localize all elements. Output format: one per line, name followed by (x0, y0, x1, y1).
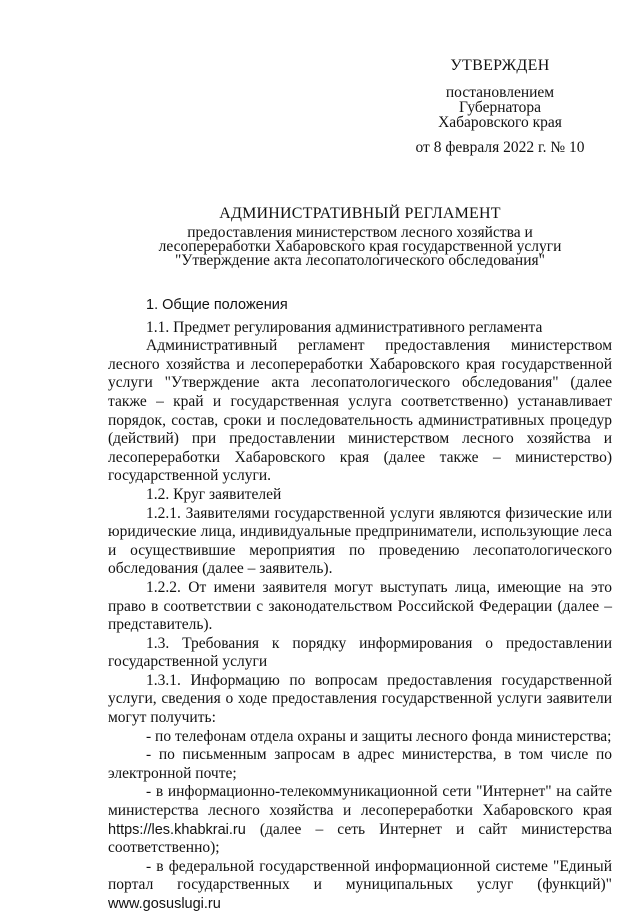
section-heading: 1. Общие положения (146, 297, 288, 313)
document-body (108, 296, 612, 914)
paragraph: Административный регламент предоставления министерством лесного хозяйства и лесопереработки Хабаровского края государственной услуги "Утверждение акта лесопатологического обследования" (далее также – край и государственная услуга соответственно) устанавливает порядок, состав, сроки и последовательность административных процедур (действий) при предоставлении министерством лесного хозяйства и лесопереработки Хабаровского края (далее также – министерство) государственной услуги. (108, 337, 612, 485)
list-item-text: - в федеральной государственной информационной системе "Единый портал государственных и муниципальных услуг (функций)" (108, 857, 612, 894)
subtitle-line: предоставления министерством лесного хозяйства и (187, 224, 533, 241)
subtitle-line: "Утверждение акта лесопатологического обследования" (175, 252, 545, 269)
approval-date: от 8 февраля 2022 г. № 10 (415, 139, 585, 156)
paragraph: 1.2.1. Заявителями государственной услуги являются физические или юридические лица, индивидуальные предприниматели, использующие леса и осуществившие мероприятия по проведению лесопатологического обследования (далее – заявитель). (108, 504, 612, 578)
paragraph: 1.2.2. От имени заявителя могут выступать лица, имеющие на это право в соответствии с законодательством Российской Федерации (далее – представитель). (108, 578, 612, 634)
subsection-heading: 1.2. Круг заявителей (146, 485, 282, 503)
approval-line: постановлением (445, 84, 555, 101)
list-item: - по письменным запросам в адрес министерства, в том числе по электронной почте; (108, 746, 612, 782)
list-item: - по телефонам отдела охраны и защиты лесного фонда министерства; (146, 727, 612, 745)
list-item (108, 858, 612, 914)
subsection-heading: 1.1. Предмет регулирования административного регламента (146, 318, 543, 336)
paragraph: 1.3.1. Информацию по вопросам предоставления государственной услуги, сведения о ходе предоставления государственной услуги заявители могут получить: (108, 671, 612, 727)
approval-line: Губернатора (459, 99, 541, 116)
subsection-heading: 1.3. Требования к порядку информирования о предоставлении государственной услуги (108, 634, 612, 671)
approval-stamp (400, 58, 600, 155)
approval-heading: УТВЕРЖДЕН (450, 57, 550, 74)
subtitle-line: лесопереработки Хабаровского края государственной услуги (158, 238, 562, 255)
portal-link[interactable]: www.gosuslugi.ru (108, 896, 221, 912)
document-title: АДМИНИСТРАТИВНЫЙ РЕГЛАМЕНТ (219, 205, 501, 222)
list-item-text: (далее – сеть Интернет и сайт министерства соответственно); (108, 820, 612, 857)
document-subtitle (108, 226, 612, 268)
approval-line: Хабаровского края (438, 114, 562, 131)
website-link[interactable]: https://les.khabkrai.ru (108, 821, 246, 838)
list-item (108, 783, 612, 857)
list-item-text: - в информационно-телекоммуникационной сети "Интернет" на сайте министерства лесного хозяйства и лесопереработки Хабаровского края (108, 783, 612, 820)
